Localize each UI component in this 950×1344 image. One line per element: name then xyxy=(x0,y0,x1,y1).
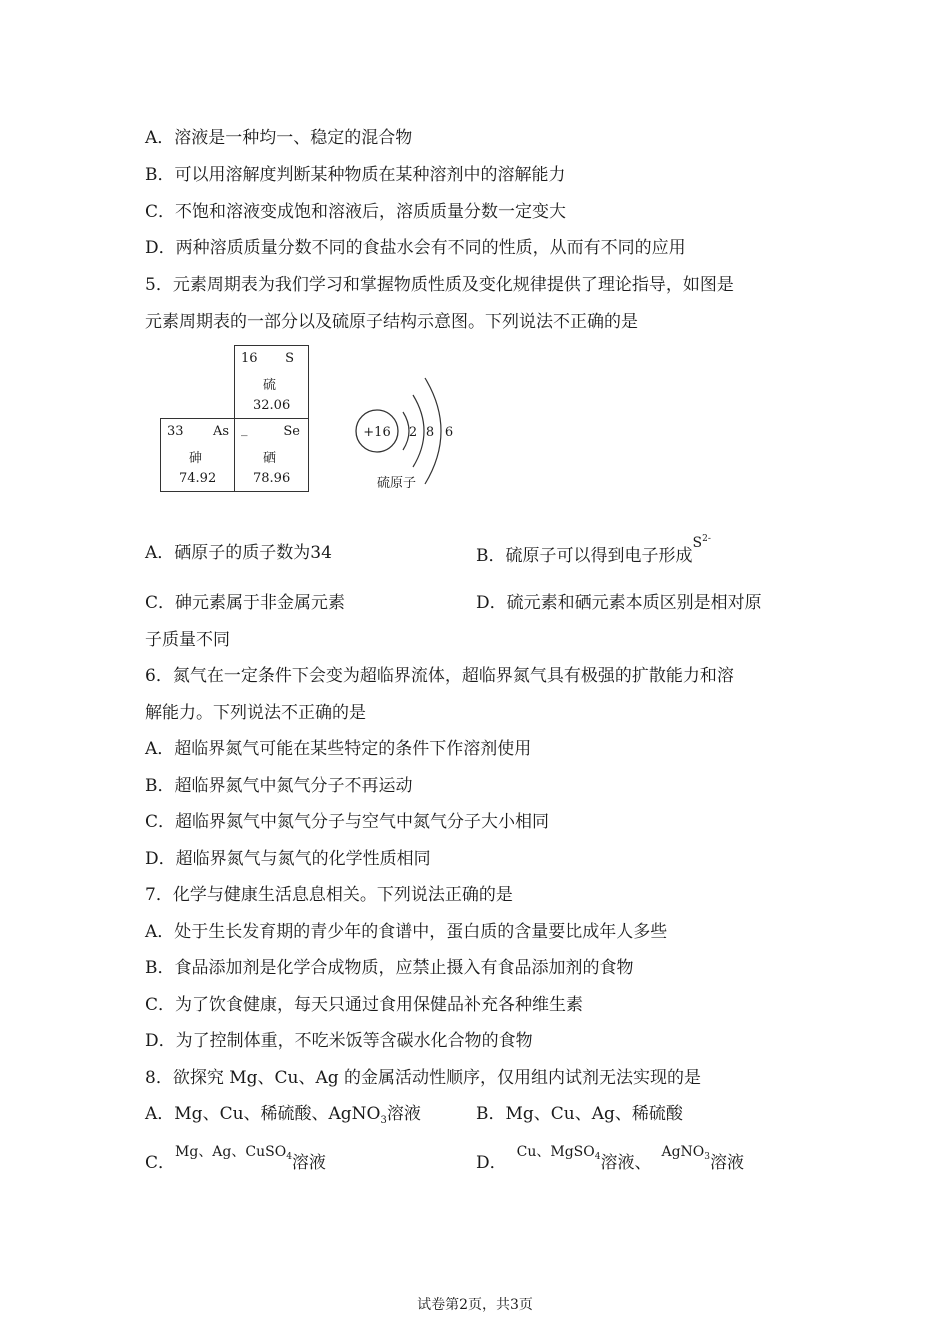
element-mass: 74.92 xyxy=(179,471,217,486)
q8-option-a-prefix: A．Mg、Cu、稀硫酸、AgNO xyxy=(145,1104,381,1124)
q5-option-b xyxy=(476,534,711,567)
q6-option-b: B．超临界氮气中氮气分子不再运动 xyxy=(145,776,413,796)
q8-option-c-label: C． xyxy=(145,1153,176,1173)
q6-option-c: C．超临界氮气中氮气分子与空气中氮气分子大小相同 xyxy=(145,812,550,832)
q7-stem: 7．化学与健康生活息息相关。下列说法正确的是 xyxy=(145,885,513,905)
q5-stem-line2: 元素周期表的一部分以及硫原子结构示意图。下列说法不正确的是 xyxy=(145,312,638,332)
q8-option-a xyxy=(145,1104,421,1131)
q4-option-a: A．溶液是一种均一、稳定的混合物 xyxy=(145,128,413,148)
q8-option-a-subscript: 3 xyxy=(380,1115,387,1126)
formula-text: AgNO xyxy=(661,1144,705,1160)
q7-option-a: A．处于生长发育期的青少年的食谱中，蛋白质的含量要比成年人多些 xyxy=(145,922,668,942)
q8-option-c-suffix: 溶液 xyxy=(291,1153,326,1173)
q6-option-d: D．超临界氮气与氮气的化学性质相同 xyxy=(145,849,431,869)
element-cell-selenium xyxy=(234,418,309,492)
q8-option-d-formula1 xyxy=(517,1144,601,1160)
element-name: 砷 xyxy=(189,451,203,466)
q7-option-b: B．食品添加剂是化学合成物质，应禁止摄入有食品添加剂的食物 xyxy=(145,958,634,978)
q8-stem: 8．欲探究 Mg、Cu、Ag 的金属活动性顺序，仅用组内试剂无法实现的是 xyxy=(145,1068,702,1088)
ion-symbol: S xyxy=(692,535,703,551)
element-number: 16 xyxy=(241,351,258,366)
formula-subscript: 4 xyxy=(286,1152,292,1162)
q5-stem-line1: 5．元素周期表为我们学习和掌握物质性质及变化规律提供了理论指导，如图是 xyxy=(145,275,734,295)
q8-option-c xyxy=(145,1144,326,1179)
q5-option-b-text: B．硫原子可以得到电子形成 xyxy=(476,546,693,566)
formula-subscript: 3 xyxy=(704,1152,711,1162)
shell-3-electrons: 6 xyxy=(444,425,454,440)
element-symbol: Se xyxy=(283,424,300,439)
q7-option-c: C．为了饮食健康，每天只通过食用保健品补充各种维生素 xyxy=(145,995,584,1015)
element-symbol: S xyxy=(285,351,294,366)
shell-1-electrons: 2 xyxy=(408,425,418,440)
q8-option-d-suffix: 溶液 xyxy=(710,1153,745,1173)
nucleus-charge: +16 xyxy=(363,425,391,440)
element-cell-arsenic xyxy=(160,418,235,492)
shell-2-electrons: 8 xyxy=(425,425,435,440)
q6-stem-line2: 解能力。下列说法不正确的是 xyxy=(145,703,366,723)
q5-option-d-line2: 子质量不同 xyxy=(145,630,230,650)
q5-option-a: A．硒原子的质子数为34 xyxy=(145,543,332,563)
q4-option-d: D．两种溶质质量分数不同的食盐水会有不同的性质，从而有不同的应用 xyxy=(145,238,686,258)
q8-option-d-label: D． xyxy=(476,1153,507,1173)
formula-subscript: 4 xyxy=(594,1152,601,1162)
formula-text: Cu、MgSO xyxy=(516,1144,595,1160)
q5-option-c: C．砷元素属于非金属元素 xyxy=(145,593,346,613)
element-name: 硒 xyxy=(263,451,277,466)
element-symbol: As xyxy=(212,424,229,439)
sulfide-ion xyxy=(693,535,711,551)
ion-charge: 2- xyxy=(702,534,711,544)
q4-option-b: B．可以用溶解度判断某种物质在某种溶剂中的溶解能力 xyxy=(145,165,566,185)
element-mass: 32.06 xyxy=(253,398,291,413)
q4-option-c: C．不饱和溶液变成饱和溶液后，溶质质量分数一定变大 xyxy=(145,202,567,222)
formula-text: Mg、Ag、CuSO xyxy=(175,1144,287,1160)
q7-option-d: D．为了控制体重，不吃米饭等含碳水化合物的食物 xyxy=(145,1031,533,1051)
q8-option-b: B．Mg、Cu、Ag、稀硫酸 xyxy=(476,1104,683,1124)
page-footer: 试卷第2页，共3页 xyxy=(417,1297,533,1313)
q5-option-d-line1: D．硫元素和硒元素本质区别是相对原 xyxy=(476,593,762,613)
q8-option-a-suffix: 溶液 xyxy=(386,1104,421,1124)
element-number: 33 xyxy=(167,424,184,439)
q6-stem-line1: 6．氮气在一定条件下会变为超临界流体，超临界氮气具有极强的扩散能力和溶 xyxy=(145,666,734,686)
q8-option-d xyxy=(476,1144,745,1179)
element-number-blank: _ xyxy=(241,422,248,437)
element-mass: 78.96 xyxy=(253,471,291,486)
element-name: 硫 xyxy=(263,378,277,393)
q8-option-d-formula2 xyxy=(661,1144,710,1160)
element-cell-sulfur xyxy=(234,345,309,419)
atom-caption: 硫原子 xyxy=(377,476,417,491)
q8-option-c-formula xyxy=(175,1144,292,1160)
q6-option-a: A．超临界氮气可能在某些特定的条件下作溶剂使用 xyxy=(145,739,532,759)
q8-option-d-mid: 溶液、 xyxy=(600,1153,652,1173)
